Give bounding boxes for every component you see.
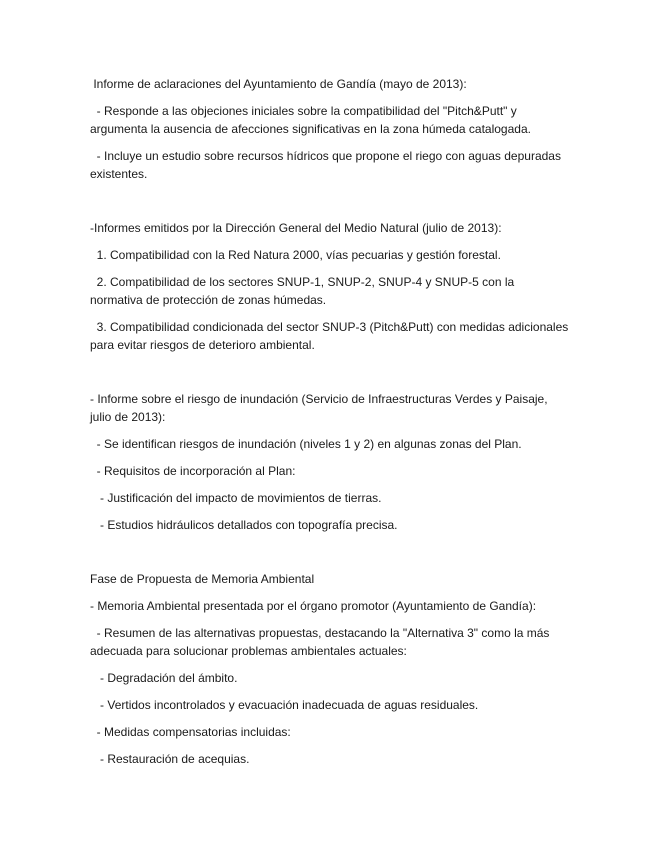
section4-item: - Vertidos incontrolados y evacuación inadecuada de aguas residuales. (90, 698, 479, 712)
section4-item: - Degradación del ámbito. (90, 671, 238, 685)
section3-item: - Requisitos de incorporación al Plan: (90, 464, 296, 478)
section2-item: 2. Compatibilidad de los sectores SNUP-1, SNUP-2, SNUP-4 y SNUP-5 con la normativa de protección de zonas húmedas. (90, 275, 518, 307)
section3-item: - Justificación del impacto de movimientos de tierras. (90, 491, 382, 505)
section1-heading: Informe de aclaraciones del Ayuntamiento de Gandía (mayo de 2013): (90, 77, 467, 91)
spacer (90, 192, 570, 219)
section2-item: 1. Compatibilidad con la Red Natura 2000, vías pecuarias y gestión forestal. (90, 248, 501, 262)
section2-item: 3. Compatibilidad condicionada del sector SNUP-3 (Pitch&Putt) con medidas adicionales para evitar riesgos de deterioro ambiental. (90, 320, 572, 352)
spacer (90, 543, 570, 570)
section1-item: - Incluye un estudio sobre recursos hídricos que propone el riego con aguas depuradas existentes. (90, 149, 565, 181)
section4-title: Fase de Propuesta de Memoria Ambiental (90, 572, 315, 586)
section3-item: - Se identifican riesgos de inundación (niveles 1 y 2) en algunas zonas del Plan. (90, 437, 522, 451)
section4-item: - Resumen de las alternativas propuestas, destacando la "Alternativa 3" como la más adecuada para solucionar problemas ambientales actuales: (90, 626, 553, 658)
document-body (90, 75, 570, 777)
section4-heading: - Memoria Ambiental presentada por el órgano promotor (Ayuntamiento de Gandía): (90, 599, 537, 613)
section4-item: - Medidas compensatorias incluidas: (90, 725, 291, 739)
section4-item: - Restauración de acequias. (90, 752, 250, 766)
section3-heading: - Informe sobre el riesgo de inundación (Servicio de Infraestructuras Verdes y Paisaje, julio de 2013): (90, 392, 551, 424)
section3-item: - Estudios hidráulicos detallados con topografía precisa. (90, 518, 398, 532)
spacer (90, 363, 570, 390)
section1-item: - Responde a las objeciones iniciales sobre la compatibilidad del "Pitch&Putt" y argumenta la ausencia de afecciones significativas en la zona húmeda catalogada. (90, 104, 531, 136)
section2-heading: -Informes emitidos por la Dirección General del Medio Natural (julio de 2013): (90, 221, 502, 235)
